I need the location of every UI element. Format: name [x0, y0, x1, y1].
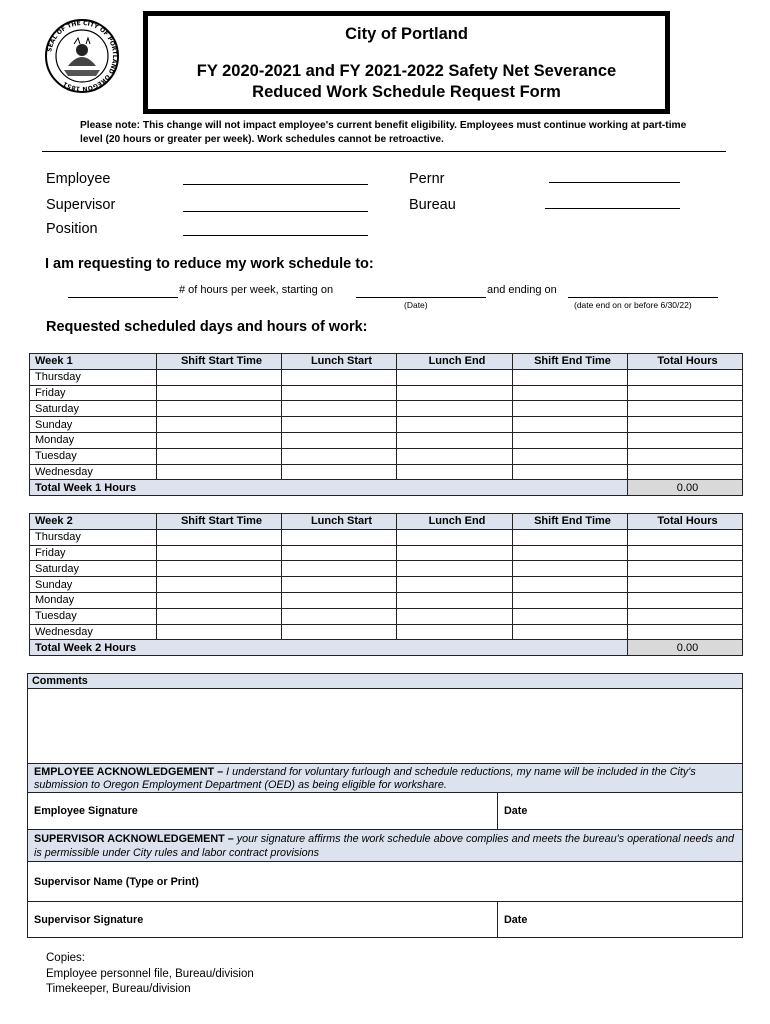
table-row: [30, 432, 743, 448]
day-label: Monday: [30, 432, 157, 448]
shift-end-cell[interactable]: [513, 608, 628, 624]
supervisor-acknowledgement: [28, 830, 743, 862]
supervisor-label: Supervisor: [46, 197, 116, 213]
col-lunch-end: Lunch End: [397, 354, 513, 370]
day-label: Friday: [30, 545, 157, 561]
shift-start-cell[interactable]: [157, 417, 282, 433]
employee-ack-heading: EMPLOYEE ACKNOWLEDGEMENT –: [34, 765, 224, 778]
day-label: Wednesday: [30, 464, 157, 480]
pernr-label: Pernr: [409, 171, 445, 187]
week2-table: [29, 513, 743, 656]
col-total-hours: Total Hours: [628, 514, 743, 530]
col-shift-end: Shift End Time: [513, 514, 628, 530]
lunch-end-cell[interactable]: [397, 624, 513, 640]
form-title: FY 2020-2021 and FY 2021-2022 Safety Net Severance Reduced Work Schedule Request Form: [196, 62, 617, 101]
lunch-start-cell[interactable]: [282, 385, 397, 401]
lunch-end-cell[interactable]: [397, 529, 513, 545]
shift-end-cell[interactable]: [513, 385, 628, 401]
lunch-end-cell[interactable]: [397, 608, 513, 624]
copies-section: [46, 951, 254, 998]
total-hours-cell[interactable]: [628, 608, 743, 624]
lunch-start-cell[interactable]: [282, 561, 397, 577]
week2-total-value: 0.00: [628, 640, 743, 656]
week1-table: [29, 353, 743, 496]
end-date-hint: (date end on or before 6/30/22): [574, 300, 692, 310]
acknowledgement-table: [27, 673, 743, 938]
week1-header-row: [30, 354, 743, 370]
col-lunch-end: Lunch End: [397, 514, 513, 530]
lunch-start-cell[interactable]: [282, 464, 397, 480]
table-row: [30, 608, 743, 624]
shift-start-cell[interactable]: [157, 432, 282, 448]
lunch-start-cell[interactable]: [282, 417, 397, 433]
total-hours-cell[interactable]: [628, 577, 743, 593]
lunch-end-cell[interactable]: [397, 401, 513, 417]
table-row: [30, 417, 743, 433]
col-lunch-start: Lunch Start: [282, 354, 397, 370]
week1-total-row: [30, 480, 743, 496]
employee-date-field[interactable]: [498, 793, 743, 830]
shift-start-cell[interactable]: [157, 561, 282, 577]
lunch-start-cell[interactable]: [282, 529, 397, 545]
shift-end-cell[interactable]: [513, 529, 628, 545]
date-hint: (Date): [404, 300, 428, 310]
supervisor-name-label: Supervisor Name (Type or Print): [34, 875, 199, 888]
shift-end-cell[interactable]: [513, 561, 628, 577]
total-hours-cell[interactable]: [628, 401, 743, 417]
supervisor-field[interactable]: [183, 211, 368, 212]
total-hours-cell[interactable]: [628, 417, 743, 433]
table-row: [30, 561, 743, 577]
title-box: [143, 11, 670, 114]
week2-header-row: [30, 514, 743, 530]
lunch-end-cell[interactable]: [397, 448, 513, 464]
shift-end-cell[interactable]: [513, 432, 628, 448]
shift-start-cell[interactable]: [157, 624, 282, 640]
scheduled-heading: Requested scheduled days and hours of work:: [46, 319, 368, 335]
shift-start-cell[interactable]: [157, 369, 282, 385]
lunch-start-cell[interactable]: [282, 624, 397, 640]
supervisor-name-field[interactable]: [28, 862, 743, 902]
day-label: Saturday: [30, 401, 157, 417]
lunch-start-cell[interactable]: [282, 592, 397, 608]
day-label: Thursday: [30, 369, 157, 385]
table-row: [30, 369, 743, 385]
shift-end-cell[interactable]: [513, 369, 628, 385]
day-label: Sunday: [30, 577, 157, 593]
supervisor-signature-label: Supervisor Signature: [34, 913, 144, 926]
lunch-end-cell[interactable]: [397, 561, 513, 577]
employee-signature-label: Employee Signature: [34, 805, 138, 817]
city-seal-logo: [44, 18, 120, 94]
col-shift-end: Shift End Time: [513, 354, 628, 370]
position-field[interactable]: [183, 235, 368, 236]
week2-label: Week 2: [30, 514, 157, 530]
table-row: [30, 592, 743, 608]
table-row: [30, 401, 743, 417]
bureau-label: Bureau: [409, 197, 456, 213]
table-row: [30, 577, 743, 593]
pernr-field[interactable]: [549, 182, 680, 183]
shift-end-cell[interactable]: [513, 401, 628, 417]
table-row: [30, 464, 743, 480]
shift-start-cell[interactable]: [157, 529, 282, 545]
week1-total-value: 0.00: [628, 480, 743, 496]
copies-line1: Employee personnel file, Bureau/division: [46, 967, 254, 980]
shift-start-cell[interactable]: [157, 401, 282, 417]
employee-field[interactable]: [183, 184, 368, 185]
supervisor-date-label: Date: [504, 913, 528, 926]
table-row: [30, 385, 743, 401]
lunch-end-cell[interactable]: [397, 385, 513, 401]
hours-per-week-text: # of hours per week, starting on: [179, 284, 334, 296]
copies-line2: Timekeeper, Bureau/division: [46, 983, 191, 995]
total-hours-cell[interactable]: [628, 432, 743, 448]
shift-start-cell[interactable]: [157, 448, 282, 464]
employee-acknowledgement: [28, 764, 743, 793]
day-label: Monday: [30, 592, 157, 608]
shift-end-cell[interactable]: [513, 464, 628, 480]
divider: [42, 151, 726, 152]
week2-total-label: Total Week 2 Hours: [30, 640, 628, 656]
total-hours-cell[interactable]: [628, 385, 743, 401]
day-label: Friday: [30, 385, 157, 401]
total-hours-cell[interactable]: [628, 561, 743, 577]
table-row: [30, 448, 743, 464]
comments-field[interactable]: [28, 689, 743, 764]
lunch-end-cell[interactable]: [397, 545, 513, 561]
shift-end-cell[interactable]: [513, 624, 628, 640]
employee-date-label: Date: [504, 805, 528, 817]
lunch-start-cell[interactable]: [282, 577, 397, 593]
total-hours-cell[interactable]: [628, 545, 743, 561]
table-row: [30, 529, 743, 545]
day-label: Wednesday: [30, 624, 157, 640]
supervisor-signature-field[interactable]: [28, 902, 498, 938]
ending-text: and ending on: [487, 284, 557, 296]
employee-label: Employee: [46, 171, 111, 187]
request-heading: I am requesting to reduce my work schedule to:: [45, 256, 374, 272]
supervisor-ack-heading: SUPERVISOR ACKNOWLEDGEMENT –: [34, 832, 234, 845]
day-label: Sunday: [30, 417, 157, 433]
shift-start-cell[interactable]: [157, 592, 282, 608]
end-date-field[interactable]: [568, 297, 718, 298]
col-shift-start: Shift Start Time: [157, 514, 282, 530]
shift-end-cell[interactable]: [513, 545, 628, 561]
day-label: Tuesday: [30, 448, 157, 464]
lunch-start-cell[interactable]: [282, 448, 397, 464]
supervisor-date-field[interactable]: [498, 902, 743, 938]
lunch-start-cell[interactable]: [282, 608, 397, 624]
week1-total-label: Total Week 1 Hours: [30, 480, 628, 496]
lunch-end-cell[interactable]: [397, 417, 513, 433]
col-total-hours: Total Hours: [628, 354, 743, 370]
lunch-start-cell[interactable]: [282, 432, 397, 448]
shift-start-cell[interactable]: [157, 545, 282, 561]
lunch-start-cell[interactable]: [282, 369, 397, 385]
lunch-start-cell[interactable]: [282, 545, 397, 561]
table-row: [30, 624, 743, 640]
total-hours-cell[interactable]: [628, 464, 743, 480]
bureau-field[interactable]: [545, 208, 680, 209]
shift-start-cell[interactable]: [157, 385, 282, 401]
shift-end-cell[interactable]: [513, 577, 628, 593]
shift-end-cell[interactable]: [513, 417, 628, 433]
copies-label: Copies:: [46, 952, 85, 964]
col-shift-start: Shift Start Time: [157, 354, 282, 370]
start-date-field[interactable]: [356, 297, 486, 298]
day-label: Thursday: [30, 529, 157, 545]
position-label: Position: [46, 221, 98, 237]
lunch-end-cell[interactable]: [397, 592, 513, 608]
lunch-end-cell[interactable]: [397, 369, 513, 385]
lunch-start-cell[interactable]: [282, 401, 397, 417]
week2-total-row: [30, 640, 743, 656]
comments-label: Comments: [28, 674, 743, 689]
lunch-end-cell[interactable]: [397, 432, 513, 448]
eligibility-note: Please note: This change will not impact employee's current benefit eligibility. Employees must continue working at part-time level (20 hours or greater per week). Work schedules cannot be retroactive.: [80, 120, 687, 145]
total-hours-cell[interactable]: [628, 529, 743, 545]
shift-start-cell[interactable]: [157, 464, 282, 480]
total-hours-cell[interactable]: [628, 624, 743, 640]
city-name: City of Portland: [345, 25, 468, 43]
supervisor-ack-text: your signature affirms the work schedule above complies and meets the bureau's operational needs and is permissible under City rules and labor contract provisions: [34, 832, 734, 859]
hours-per-week-field[interactable]: [68, 297, 178, 298]
employee-signature-field[interactable]: [28, 793, 498, 830]
total-hours-cell[interactable]: [628, 448, 743, 464]
svg-text:SEAL OF THE CITY OF PORTLAND O: SEAL OF THE CITY OF PORTLAND OREGON 1851: [46, 19, 119, 93]
day-label: Tuesday: [30, 608, 157, 624]
shift-end-cell[interactable]: [513, 448, 628, 464]
total-hours-cell[interactable]: [628, 369, 743, 385]
total-hours-cell[interactable]: [628, 592, 743, 608]
day-label: Saturday: [30, 561, 157, 577]
col-lunch-start: Lunch Start: [282, 514, 397, 530]
lunch-end-cell[interactable]: [397, 464, 513, 480]
shift-start-cell[interactable]: [157, 577, 282, 593]
table-row: [30, 545, 743, 561]
employee-ack-text: I understand for voluntary furlough and schedule reductions, my name will be included in the City's submission to Oregon Employment Department (OED) as being eligible for workshare.: [34, 765, 696, 791]
shift-end-cell[interactable]: [513, 592, 628, 608]
shift-start-cell[interactable]: [157, 608, 282, 624]
lunch-end-cell[interactable]: [397, 577, 513, 593]
week1-label: Week 1: [30, 354, 157, 370]
